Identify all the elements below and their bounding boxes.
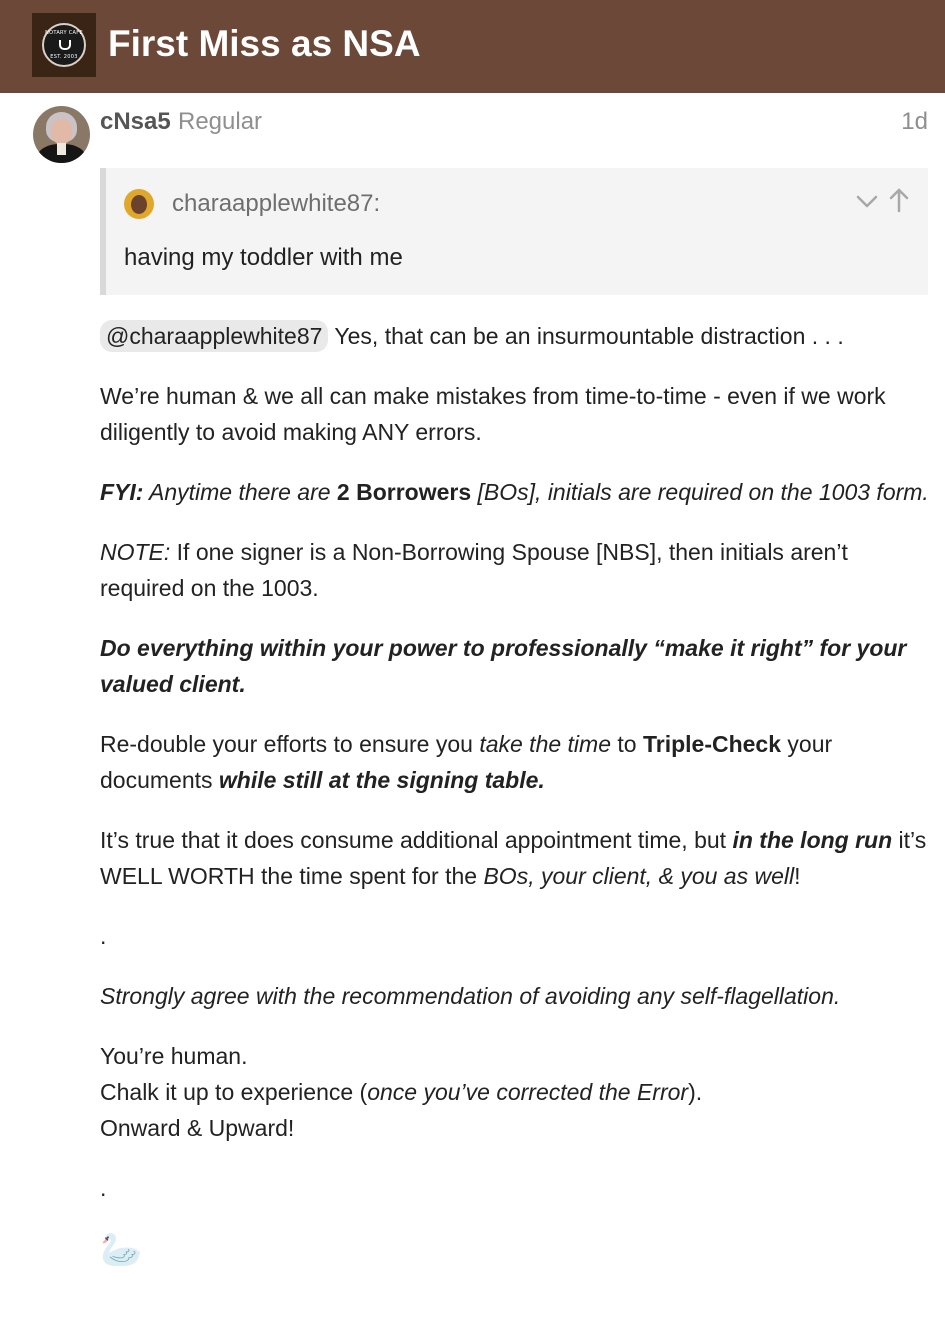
quote-text: having my toddler with me	[124, 244, 403, 271]
paragraph-emoji	[100, 1230, 930, 1271]
lr-text-a: It’s true that it does consume additional appointment time, but	[100, 827, 733, 853]
lr-text-d: BOs, your client, & you as well	[483, 863, 795, 889]
closing-line-2c: ).	[688, 1079, 703, 1105]
lr-text-e: !	[794, 863, 801, 889]
paragraph-long-run	[100, 822, 930, 894]
closing-line-1: You’re human.	[100, 1043, 248, 1069]
lr-text-c: it’s WELL WORTH the time spent for the	[100, 827, 927, 889]
post-username[interactable]: cNsa5	[100, 108, 171, 135]
user-title: Regular	[178, 108, 263, 135]
fyi-bold: 2 Borrowers	[336, 479, 472, 505]
user-mention[interactable]: @charaapplewhite87	[100, 320, 328, 352]
advice-text: Do everything within your power to professionally “make it right” for your valued client.	[100, 635, 907, 697]
paragraph-triple-check	[100, 726, 930, 798]
paragraph-human: We’re human & we all can make mistakes from time-to-time - even if we work diligently to avoid making ANY errors.	[100, 383, 886, 445]
post-body	[100, 318, 930, 1295]
chevron-down-icon[interactable]	[854, 188, 880, 214]
reply-text: Yes, that can be an insurmountable distraction . . .	[328, 323, 844, 349]
logo-badge	[42, 23, 86, 67]
topic-header	[0, 0, 945, 93]
closing-line-3: Onward & Upward!	[100, 1115, 295, 1141]
closing-line-2b: once you’ve corrected the Error	[367, 1079, 689, 1105]
swan-emoji-icon: 🦢	[100, 1231, 143, 1269]
lr-text-b: in the long run	[732, 827, 893, 853]
quoted-user-avatar[interactable]	[124, 189, 154, 219]
tc-text-e: your documents	[100, 731, 833, 793]
quoted-avatar-face	[131, 195, 147, 214]
site-logo[interactable]	[32, 13, 96, 77]
logo-text-top: NOTARY CAFE	[45, 30, 83, 36]
fyi-label: FYI:	[100, 479, 144, 505]
tc-text-a: Re-double your efforts to ensure you	[100, 731, 480, 757]
avatar-collar	[57, 143, 66, 155]
avatar-face	[51, 119, 72, 144]
tc-text-b: take the time	[479, 731, 611, 757]
agree-text: Strongly agree with the recommendation of avoiding any self-flagellation.	[100, 983, 841, 1009]
arrow-up-icon[interactable]	[886, 186, 912, 214]
logo-text-bottom: EST. 2003	[50, 54, 78, 60]
tc-text-d: Triple-Check	[642, 731, 782, 757]
quoted-username: charaapplewhite87:	[172, 190, 381, 217]
separator-dot: .	[100, 923, 107, 949]
quote-block	[100, 168, 928, 295]
fyi-text-a: Anytime there are	[143, 479, 337, 505]
paragraph-reply	[100, 318, 930, 354]
note-label: NOTE:	[100, 539, 171, 565]
post-date[interactable]: 1d	[901, 108, 928, 135]
paragraph-agree	[100, 978, 930, 1014]
note-text: If one signer is a Non-Borrowing Spouse [NBS], then initials aren’t required on the 1003.	[100, 539, 848, 601]
user-avatar[interactable]	[33, 106, 90, 163]
separator-dot-2: .	[100, 1175, 107, 1201]
fyi-text-c: [BOs], initials are required on the 1003 form.	[471, 479, 929, 505]
paragraph-advice	[100, 630, 930, 702]
coffee-cup-icon	[59, 40, 71, 50]
tc-text-c: to	[611, 731, 643, 757]
paragraph-fyi	[100, 474, 930, 510]
paragraph-note	[100, 534, 930, 606]
topic-title[interactable]: First Miss as NSA	[108, 23, 421, 64]
tc-text-f: while still at the signing table.	[218, 767, 545, 793]
paragraph-closing	[100, 1038, 930, 1146]
closing-line-2a: Chalk it up to experience (	[100, 1079, 368, 1105]
